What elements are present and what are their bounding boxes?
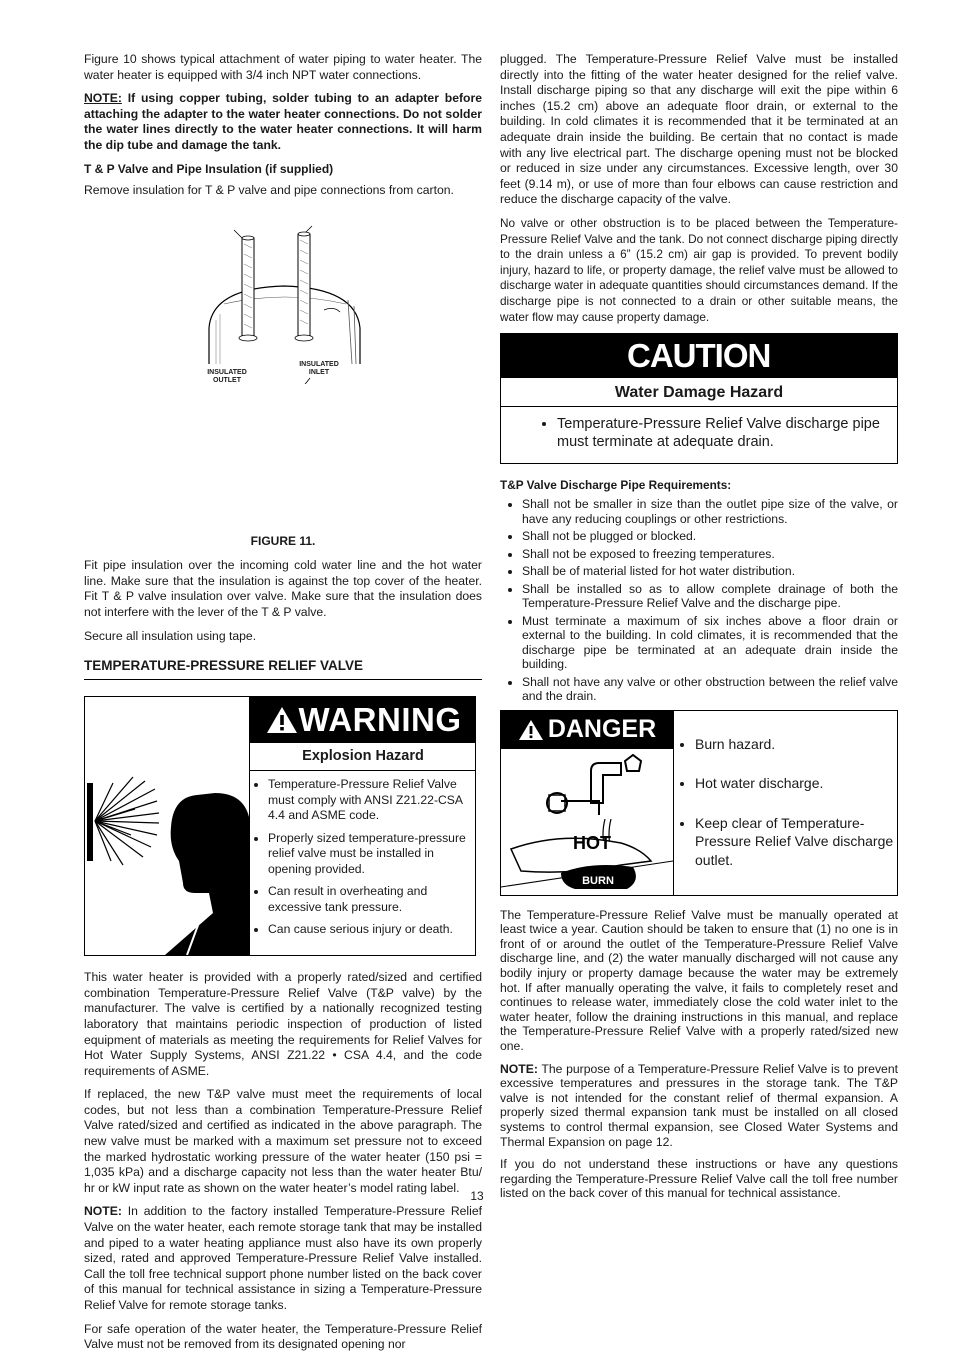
- note-label: NOTE:: [500, 1061, 538, 1076]
- requirement-item: • Shall not be smaller in size than the outlet pipe size of the valve, or have any reducing couplings or other restrictions.: [522, 497, 898, 526]
- note-text: If using copper tubing, solder tubing to an adapter before attaching the adapter to the water heater connections. Do not solder the water lines directly to the water heater connections. It will harm the dip tube and damage the tank.: [84, 91, 482, 152]
- replacement-paragraph: If replaced, the new T&P valve must meet the requirements of local codes, but not less than a combination Temperature-Pressure Relief Valve rated/sized and certified as indicated in the above paragraph. The new valve must be marked with a maximum set pressure not to exceed the marked hydrostatic working pressure of the water heater (150 psi = 1,035 kPa) and a discharge capacity not less than the water heater Btu/ hr or kW input rate as shown on the water heater’s model rating label.: [84, 1087, 482, 1195]
- requirement-item: • Must terminate a maximum of six inches above a floor drain or external to the building. In cold climates, it is recommended that the discharge pipe be terminated at an adequate drain inside the building.: [522, 614, 898, 672]
- danger-header: [501, 711, 673, 749]
- requirements-list: [500, 497, 898, 704]
- caution-box: [500, 333, 898, 464]
- insulation-heading: T & P Valve and Pipe Insulation (if supplied): [84, 161, 334, 176]
- intro-paragraph: Figure 10 shows typical attachment of water piping to water heater. The water heater is equipped with 3/4 inch NPT water connections.: [84, 52, 482, 82]
- discharge-install-paragraph: plugged. The Temperature-Pressure Relief Valve must be installed directly into the fitting of the water heater designed for the relief valve. Install discharge piping so that any discharge will exit the pipe within 6 inches (15.2 cm) above an adequate floor drain, or external to the building. In cold climates it is recommended that it be terminated at an adequate drain inside the building. Be certain that no contact is made with any live electrical part. The discharge opening must not be blocked or reduced in size under any circumstances. Excessive length, over 30 feet (9.14 m), or use of more than four elbows can cause restriction and reduce the discharge capacity of the valve.: [500, 52, 898, 207]
- warning-item: • Properly sized temperature-pressure relief valve must be installed in opening provided.: [268, 831, 476, 878]
- section-heading: TEMPERATURE-PRESSURE RELIEF VALVE: [84, 658, 482, 680]
- caution-title: CAUTION: [501, 334, 897, 378]
- warning-title: WARNING: [298, 701, 462, 739]
- insulated-outlet-label: INSULATED OUTLET: [207, 369, 247, 385]
- danger-box: [500, 710, 898, 896]
- warning-item: • Temperature-Pressure Relief Valve must comply with ANSI Z21.22-CSA 4.4 and ASME code.: [268, 777, 476, 824]
- requirements-heading: T&P Valve Discharge Pipe Requirements:: [500, 478, 732, 493]
- fit-insulation-paragraph: Fit pipe insulation over the incoming cold water line and the hot water line. Make sure that the insulation is against the top cover of the heater. Fit T & P valve insulation over valve. Make sure that the insulation does not interfere with the lever of the T & P valve.: [84, 558, 482, 619]
- caution-list: [501, 415, 897, 451]
- figure-11-caption: FIGURE 11.: [250, 534, 316, 549]
- right-column: [500, 52, 898, 1209]
- secure-insulation-paragraph: Secure all insulation using tape.: [84, 628, 257, 643]
- note-label: NOTE:: [84, 91, 122, 106]
- danger-list: [681, 735, 895, 891]
- note-text: In addition to the factory installed Temperature-Pressure Relief Valve on the water heater, each remote storage tank that may be installed and piped to a water heating appliance must also have its own properly sized, rated and approved Temperature-Pressure Relief Valve installed. Call the toll free technical support phone number listed on the back cover of this manual for technical assistance in sizing a Temperature-Pressure Relief Valve for remote storage tanks.: [84, 1204, 482, 1312]
- caution-item: • Temperature-Pressure Relief Valve discharge pipe must terminate at adequate drain.: [557, 415, 897, 451]
- explosion-person-icon: [85, 697, 249, 955]
- thermal-expansion-note: [500, 1062, 898, 1150]
- warning-item: • Can cause serious injury or death.: [268, 922, 476, 938]
- danger-triangle-icon: [518, 719, 544, 741]
- warning-list: [250, 777, 476, 938]
- requirement-item: • Shall be installed so as to allow complete drainage of both the Temperature-Pressure Relief Valve and the discharge pipe.: [522, 582, 898, 611]
- explosion-illustration: [85, 697, 249, 955]
- manual-operation-paragraph: The Temperature-Pressure Relief Valve must be manually operated at least twice a year. Caution should be taken to ensure that (1) no one is in front of or around the outlet of the Temperature-Pressure Relief Valve discharge line, and (2) the water manually discharged will not cause any bodily injury or property damage because the water may be extremely hot. If after manually operating the valve, it fails to completely reset and continues to release water, immediately close the cold water inlet to the water heater, follow the draining instructions in this manual, and replace the Temperature-Pressure Relief Valve with a properly rated/sized new one.: [500, 907, 898, 1053]
- insulated-inlet-label: INSULATED INLET: [299, 361, 339, 377]
- warning-header: [250, 697, 476, 743]
- water-heater-tank-drawing: [84, 224, 482, 364]
- warning-triangle-icon: [265, 705, 299, 735]
- questions-paragraph: If you do not understand these instructions or have any questions regarding the Temperature-Pressure Relief Valve call the toll free number listed on the back cover of this manual for technical assistance.: [500, 1157, 898, 1201]
- hot-label: HOT: [573, 832, 611, 853]
- danger-item: • Keep clear of Temperature-Pressure Relief Valve discharge outlet.: [695, 814, 895, 870]
- warning-item: • Can result in overheating and excessive tank pressure.: [268, 884, 476, 915]
- burn-label: BURN: [582, 874, 614, 887]
- water-damage-hazard-label: Water Damage Hazard: [501, 378, 897, 407]
- danger-item: • Hot water discharge.: [695, 774, 895, 793]
- danger-title: DANGER: [547, 715, 657, 744]
- copper-tubing-note: [84, 91, 482, 153]
- no-obstruction-paragraph: No valve or other obstruction is to be placed between the Temperature-Pressure Relief Valve and the tank. Do not connect discharge piping directly to the drain unless a 6” (15.2 cm) air gap is provided. To prevent bodily injury, hazard to life, or property damage, the relief valve must be allowed to discharge water in adequate quantities should circumstances demand. If the discharge pipe is not connected to a drain or other suitable means, the water flow may cause property damage.: [500, 215, 898, 324]
- note-label: NOTE:: [84, 1204, 122, 1219]
- requirement-item: • Shall not be plugged or blocked.: [522, 529, 898, 544]
- page-number: 13: [470, 1189, 484, 1203]
- left-column: [84, 52, 482, 1361]
- danger-item: • Burn hazard.: [695, 735, 895, 754]
- warning-panel: [249, 697, 476, 955]
- requirement-item: • Shall not have any valve or other obstruction between the relief valve and the drain.: [522, 675, 898, 704]
- remove-insulation-paragraph: Remove insulation for T & P valve and pipe connections from carton.: [84, 182, 454, 197]
- note-text: The purpose of a Temperature-Pressure Relief Valve is to prevent excessive temperatures and pressures in the storage tank. The T&P valve is not intended for the constant relief of thermal expansion. A properly sized thermal expansion tank must be installed on all closed systems to control thermal expansion, see Closed Water Systems and Thermal Expansion on page 12.: [500, 1061, 898, 1149]
- explosion-hazard-label: Explosion Hazard: [250, 743, 476, 771]
- safe-operation-paragraph: For safe operation of the water heater, the Temperature-Pressure Relief Valve must not be removed from its designated opening nor: [84, 1321, 482, 1352]
- warning-box: [84, 696, 476, 956]
- requirement-item: • Shall not be exposed to freezing temperatures.: [522, 547, 898, 562]
- certified-valve-paragraph: This water heater is provided with a properly rated/sized and certified combination Temperature-Pressure Relief Valve (T&P valve) by the manufacturer. The valve is certified by a nationally recognized testing laboratory that maintains periodic inspection of production of listed equipment of materials as meeting the requirements for Relief Valves for Hot Water Supply Systems, ANSI Z21.22 • CSA 4.4, and the code requirements of ASME.: [84, 970, 482, 1078]
- requirement-item: • Shall be of material listed for hot water distribution.: [522, 564, 898, 579]
- remote-tank-note: [84, 1204, 482, 1313]
